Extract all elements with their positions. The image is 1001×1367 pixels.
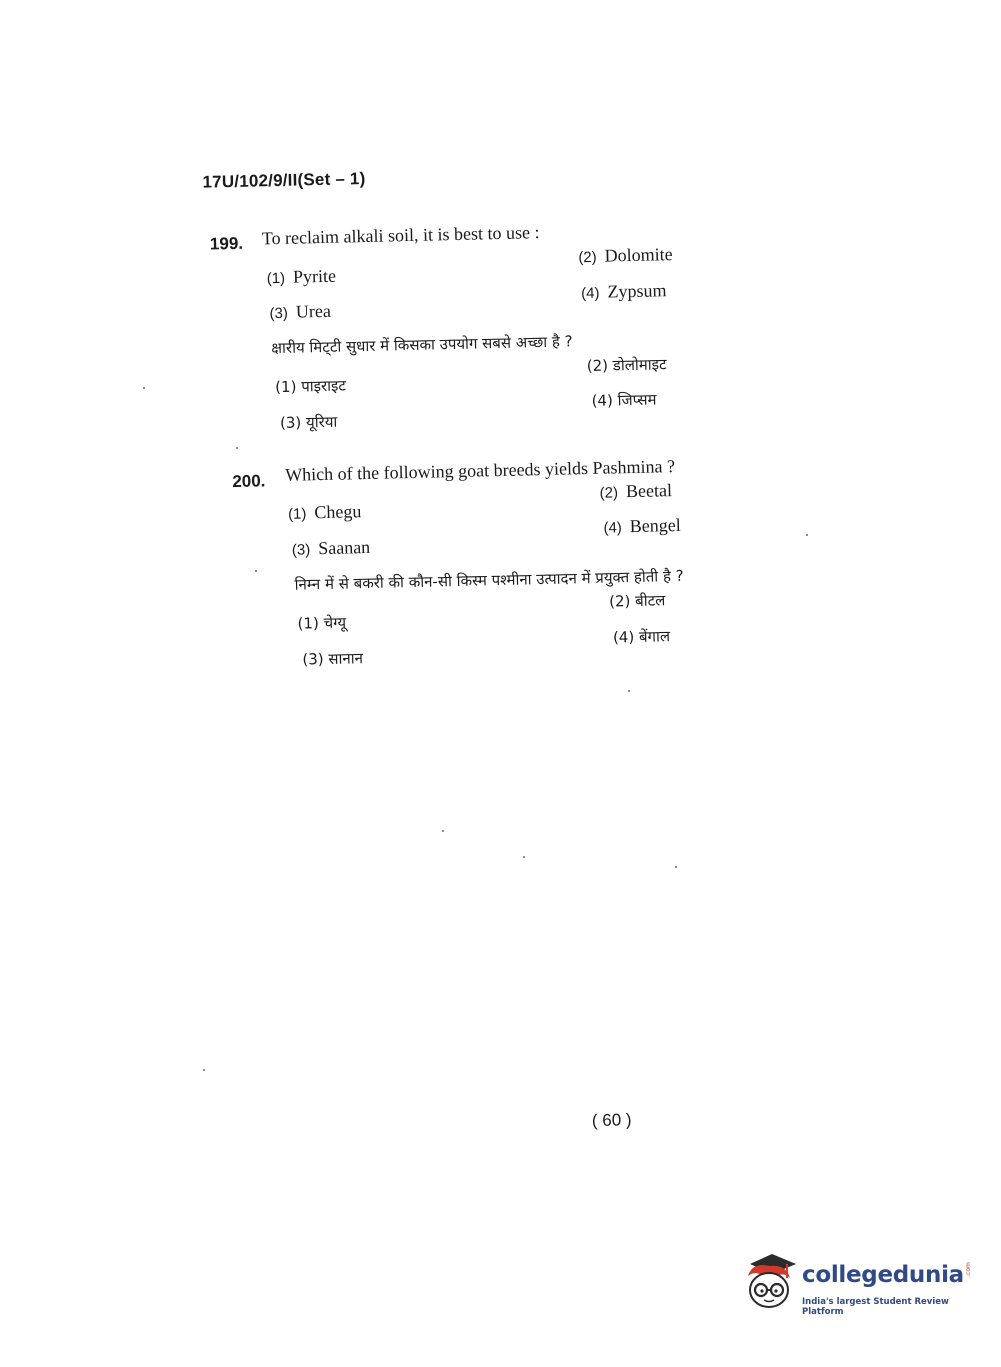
logo-wordmark: collegedunia	[802, 1262, 964, 1288]
page-number: ( 60 )	[591, 1110, 632, 1131]
scan-speck	[442, 830, 444, 832]
option-3-en	[292, 537, 371, 560]
option-number: (4)	[603, 519, 623, 537]
scan-speck	[255, 570, 257, 572]
option-1-hi	[275, 375, 346, 397]
option-number: (3)	[291, 541, 311, 559]
option-label: Bengel	[629, 514, 681, 537]
option-label: पाइराइट	[301, 376, 347, 396]
option-2-hi	[609, 590, 666, 611]
option-2-en	[578, 244, 673, 267]
option-number: (1)	[274, 377, 297, 397]
question-text-hi: निम्न में से बकरी की कौन-सी किस्म पश्मीना उत्पादन में प्रयुक्त होती है ?	[294, 566, 684, 594]
option-1-en	[288, 501, 362, 524]
option-number: (2)	[586, 356, 609, 376]
option-2-hi	[587, 354, 667, 376]
option-number: (4)	[591, 391, 614, 410]
option-1-hi	[297, 613, 346, 634]
option-2-en	[599, 480, 672, 503]
option-number: (2)	[578, 248, 597, 267]
scan-speck	[236, 447, 238, 449]
option-number: (3)	[269, 304, 289, 323]
option-label: सानान	[328, 649, 364, 668]
scan-speck	[628, 690, 630, 692]
scan-speck	[523, 856, 525, 858]
collegedunia-logo[interactable]	[740, 1250, 970, 1320]
question-number: 199.	[209, 233, 244, 254]
option-label: चेग्यू	[323, 613, 347, 633]
option-number: (2)	[608, 592, 631, 611]
option-4-hi	[591, 389, 656, 410]
option-label: Zypsum	[607, 280, 667, 302]
mascot-icon	[740, 1250, 800, 1320]
option-1-en	[266, 266, 336, 289]
option-label: Urea	[295, 300, 332, 322]
scan-speck	[203, 1069, 205, 1071]
option-number: (4)	[580, 284, 600, 303]
option-number: (1)	[266, 269, 286, 288]
option-label: Beetal	[625, 480, 673, 502]
option-label: जिप्सम	[617, 390, 657, 410]
question-number: 200.	[232, 471, 266, 492]
option-label: Saanan	[317, 536, 371, 559]
option-3-hi	[302, 648, 363, 669]
option-number: (4)	[612, 628, 635, 647]
option-label: Chegu	[314, 501, 362, 523]
option-label: Pyrite	[292, 265, 337, 287]
option-label: यूरिया	[305, 412, 338, 432]
option-4-en	[603, 515, 681, 538]
paper-code: 17U/102/9/II(Set – 1)	[202, 168, 366, 192]
option-number: (1)	[287, 505, 307, 523]
question-text-hi: क्षारीय मिट्‌टी सुधार में किसका उपयोग सबसे अच्छा है ?	[271, 332, 573, 358]
option-label: Dolomite	[604, 244, 673, 266]
option-number: (3)	[279, 413, 302, 432]
scan-speck	[143, 387, 145, 389]
option-4-en	[581, 280, 667, 303]
option-label: बीटल	[634, 591, 666, 610]
option-label: बेंगाल	[638, 627, 671, 646]
option-3-hi	[280, 412, 338, 433]
question-text-en: Which of the following goat breeds yields Pashmina ?	[284, 456, 676, 485]
option-number: (2)	[599, 484, 619, 502]
option-label: डोलोमाइट	[612, 355, 667, 375]
option-3-en	[269, 301, 331, 323]
logo-domain-suffix: .com	[964, 1262, 972, 1277]
option-number: (3)	[302, 650, 324, 669]
logo-tagline: India's largest Student Review Platform	[802, 1297, 949, 1317]
scan-speck	[806, 534, 808, 536]
scan-speck	[675, 866, 677, 868]
option-number: (1)	[297, 614, 320, 633]
question-text-en: To reclaim alkali soil, it is best to use :	[261, 222, 540, 249]
option-4-hi	[613, 626, 671, 647]
